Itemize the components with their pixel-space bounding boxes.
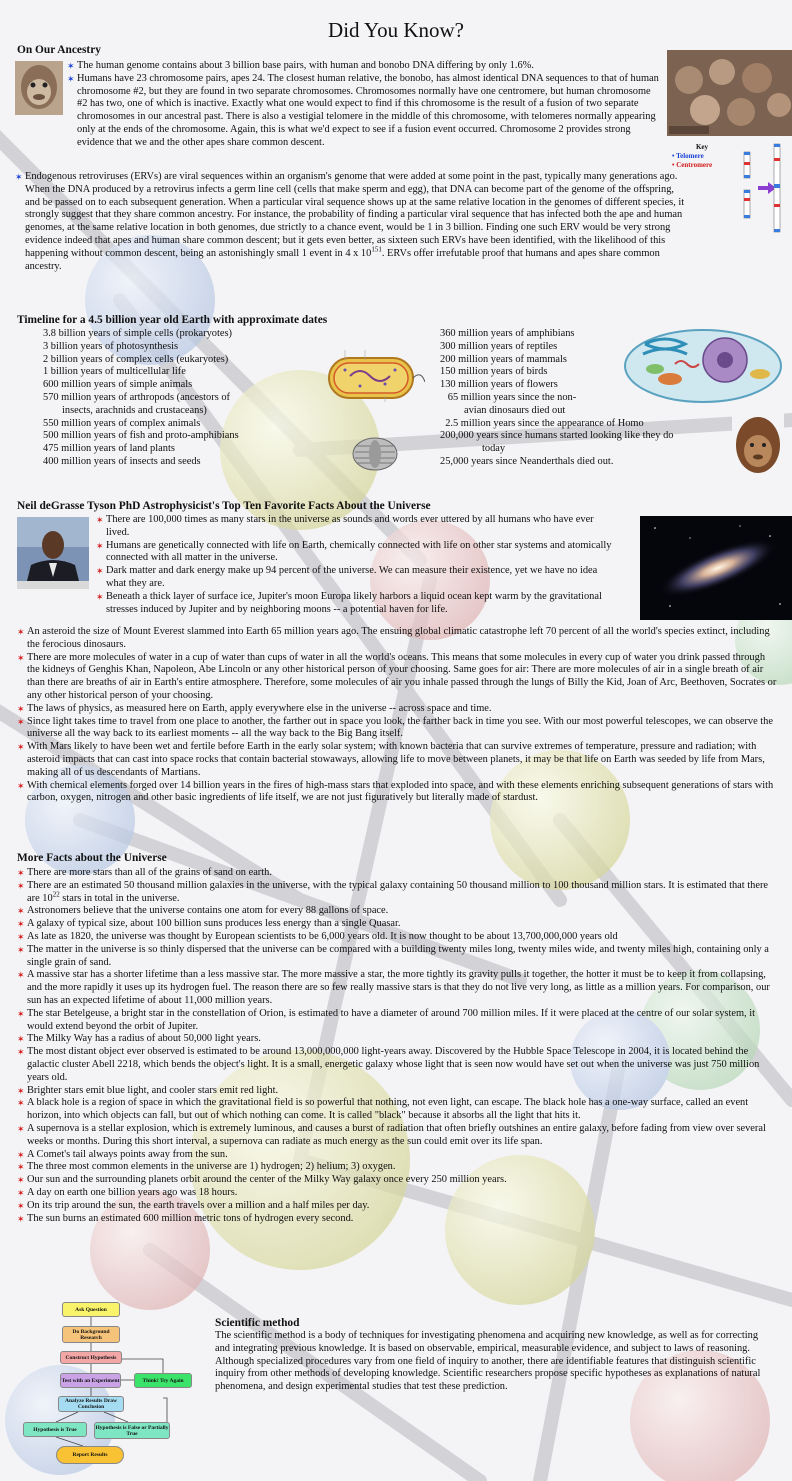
- flow-ask-question: Ask Question: [62, 1302, 120, 1317]
- ancestry-fact-1: ✶ The human genome contains about 3 billion base pairs, with human and bonobo DNA differing by only 1.6%.: [67, 60, 663, 73]
- timeline-item: 200,000 years since humans started looking like they do: [440, 430, 674, 442]
- galaxy-photo: [640, 516, 792, 620]
- tyson-fact: ✶ An asteroid the size of Mount Everest slammed into Earth 65 million years ago. The ensuing global climatic catastrophe left 70 percent of all the world's species extinct, including the ferocious dinosaurs.: [17, 626, 777, 652]
- flow-hypothesis-false: Hypothesis is False or Partially True: [94, 1422, 170, 1439]
- timeline-item: 200 million years of mammals: [440, 353, 567, 365]
- timeline-item: 360 million years of amphibians: [440, 328, 575, 339]
- universe-fact: ✶ Brighter stars emit blue light, and cooler stars emit red light.: [17, 1085, 777, 1098]
- tyson-fact: ✶ The laws of physics, as measured here on Earth, apply everywhere else in the universe -- across space and time.: [17, 703, 777, 716]
- tyson-fact: ✶ Beneath a thick layer of surface ice, Jupiter's moon Europa likely harbors a liquid ocean kept warm by the gravitational stresses induced by Jupiter and by neighboring moons -- a potential haven for life.: [96, 591, 616, 617]
- flow-report-results: Report Results: [56, 1446, 124, 1464]
- page-title: Did You Know?: [328, 18, 464, 42]
- primate-face-image: [15, 61, 63, 115]
- timeline-item: 25,000 years since Neanderthals died out.: [440, 455, 614, 467]
- flow-hypothesis-true: Hypothesis is True: [23, 1422, 87, 1437]
- timeline-item: 570 million years of arthropods (ancestors of: [43, 391, 230, 403]
- universe-fact: ✶ A day on earth one billion years ago was 18 hours.: [17, 1187, 777, 1200]
- key-title: Key: [695, 143, 709, 151]
- universe-fact: ✶ A Comet's tail always points away from the sun.: [17, 1149, 777, 1162]
- flow-analyze-results: Analyze Results Draw Conclusion: [58, 1396, 124, 1412]
- universe-fact: ✶ Astronomers believe that the universe contains one atom for every 88 gallons of space.: [17, 905, 777, 918]
- erv-fact: ✶ Endogenous retroviruses (ERVs) are viral sequences within an organism's genome that were added at some point in the past, typically many generations ago. When the DNA produced by a retrovirus infects a germ line cell (cells that make sperm and egg), that DNA can become part of the genome of the offspring, and be passed on to each subsequent generation. When a particular viral sequence shows up at the same relative location in the genomes of different species, it strongly suggest that they share common ancestry. For instance, the probability of finding a particular viral sequence that has infected both the ape and human genomes, at the same relative location in both genomes, due strictly to a chance event, would be 1 in 3 billion. Finding one such ERV would be very strong evidence indeed that apes and human share common descent; but it gets even better, as sixteen such ERVs have been identified, with the likelihood of this happening without common descent, being an astonishingly small 1 event in 4 x $10^{151}$. ERVs offer irrefutable proof that humans and apes share common ancestry.: [15, 171, 687, 273]
- chromosome-fusion-diagram: [730, 138, 790, 238]
- tyson-facts-bottom: [17, 626, 777, 805]
- universe-fact: ✶ The matter in the universe is so thinly dispersed that the universe can be compared with a building twenty miles long, twenty miles wide, and twenty miles high, containing only a single grain of sand.: [17, 944, 777, 970]
- tyson-fact: ✶ Dark matter and dark energy make up 94 percent of the universe. We can measure their existence, yet we have no idea what they are.: [96, 565, 616, 591]
- timeline-item: 600 million years of simple animals: [43, 379, 193, 391]
- universe-fact: ✶ The sun burns an estimated 600 million metric tons of hydrogen every second.: [17, 1213, 777, 1226]
- universe-fact: ✶ As late as 1820, the universe was thought by European scientists to be 6,000 years old. It is now thought to be about 13,700,000,000 years old: [17, 931, 777, 944]
- tyson-fact: ✶ There are 100,000 times as many stars in the universe as sounds and words ever uttered by all humans who have ever lived.: [96, 514, 616, 540]
- ancestry-text: [67, 60, 663, 150]
- timeline-item: 2 billion years of complex cells (eukaryotes): [43, 353, 229, 365]
- tyson-fact: ✶ There are more molecules of water in a cup of water than cups of water in all the world's oceans. This means that some molecules in every cup of water you drink passed through the kidneys of Genghis Khan, Napoleon, Abe Lincoln or any other historical person of your choosing. Same goes for air: There are more molecules of air in a single breath of air than there are breaths of air in Earth's entire atmosphere. Therefore, some molecules of air you inhale passed through the lungs of Billy the Kid, Joan of Arc, Beethoven, Socrates or any other historical person of your choosing.: [17, 652, 777, 703]
- timeline-item: 400 million years of insects and seeds: [43, 455, 201, 467]
- more-facts-list: [17, 867, 777, 1225]
- universe-fact: ✶ There are more stars than all of the grains of sand on earth.: [17, 867, 777, 880]
- tyson-fact: ✶ Since light takes time to travel from one place to another, the farther out in space you look, the farther back in time you see. With our most powerful telescopes, we can observe the universe all the way back to its earliest moments -- all the way back to the Big Bang itself.: [17, 716, 777, 742]
- universe-fact: ✶ There are an estimated 50 thousand million galaxies in the universe, with the typical galaxy containing 50 thousand million to 100 thousand million stars. It is estimated that there are $10^{22}$ stars in total in the universe.: [17, 880, 777, 906]
- homo-reconstruction-image: [732, 413, 784, 483]
- timeline-item: 3.8 billion years of simple cells (prokaryotes): [43, 328, 233, 339]
- flow-think-try-again: Think! Try Again: [134, 1373, 192, 1388]
- universe-fact: ✶ A galaxy of typical size, about 100 billion suns produces less energy than a single Quasar.: [17, 918, 777, 931]
- universe-fact: ✶ On its trip around the sun, the earth travels over a million and a half miles per day.: [17, 1200, 777, 1213]
- ape-group-photo: [667, 50, 792, 136]
- flow-construct-hypothesis: Construct Hypothesis: [60, 1351, 122, 1364]
- timeline-item: 130 million years of flowers: [440, 379, 558, 391]
- timeline-item: 65 million years since the non-: [440, 391, 577, 403]
- universe-fact: ✶ The star Betelgeuse, a bright star in the constellation of Orion, is estimated to have a diameter of around 700 million miles. If it were placed at the centre of our solar system, it would extend beyond the orbit of Jupiter.: [17, 1008, 777, 1034]
- key-centromere: • Centromere: [672, 161, 713, 169]
- tyson-fact: ✶ With Mars likely to have been wet and fertile before Earth in the early solar system; with known bacteria that can survive extremes of temperature, pressure and radiation; with asteroid impacts that can cast into space rocks that contain bacterial stowaways, allowing life to move between planets, it may be that life on Earth was seeded by life from Mars, making all of us descendants of Martians.: [17, 741, 777, 779]
- scientific-method-text: The scientific method is a body of techniques for investigating phenomena and acquiring new knowledge, as well as for correcting and integrating previous knowledge. It is based on observable, empirical, measurable evidence, and subject to laws of reasoning. Although specialized procedures vary from one field of inquiry to another, there are identifiable features that distinguish scientific inquiry from other methods of developing knowledge. Scientific researchers propose specific hypotheses as explanations of natural phenomena, and design experimental studies that test these prediction.: [215, 1330, 761, 1393]
- tyson-fact: ✶ Humans are genetically connected with life on Earth, chemically connected with life on other star systems and atomically connected with all matter in the universe.: [96, 540, 616, 566]
- universe-fact: ✶ A supernova is a stellar explosion, which is extremely luminous, and causes a burst of radiation that often briefly outshines an entire galaxy, before fading from view over several weeks or months. During this short interval, a supernova can radiate as much energy as the sun could emit over its life span.: [17, 1123, 777, 1149]
- universe-fact: ✶ The Milky Way has a radius of about 50,000 light years.: [17, 1033, 777, 1046]
- timeline-item: 3 billion years of photosynthesis: [43, 340, 179, 352]
- timeline-item: 300 million years of reptiles: [440, 340, 558, 352]
- timeline-left-list: [43, 328, 313, 469]
- timeline-item: insects, arachnids and crustaceans): [62, 404, 207, 416]
- timeline-item: today: [482, 443, 506, 455]
- scientific-method-heading: Scientific method: [215, 1317, 300, 1329]
- timeline-item: avian dinosaurs died out: [464, 404, 566, 416]
- universe-fact: ✶ The most distant object ever observed is estimated to be around 13,000,000,000 light-years away. Discovered by the Hubble Space Telescope in 2004, it is located behind the galactic cluster Abell 2218, which bends the object's light. It is a small, energetic galaxy whose light that is seen now would have set out when the universe was just 750 million years old.: [17, 1046, 777, 1084]
- tyson-facts-top: [96, 514, 616, 616]
- timeline-item: 1 billion years of multicellular life: [43, 366, 186, 378]
- timeline-item: 150 million years of birds: [440, 366, 548, 378]
- more-facts-heading: More Facts about the Universe: [17, 852, 167, 864]
- tyson-fact: ✶ With chemical elements forged over 14 billion years in the fires of high-mass stars that exploded into space, and with these elements enriching subsequent generations of stars with carbon, oxygen, nitrogen and other basic ingredients of life itself, we are not just figuratively but literally made of stardust.: [17, 780, 777, 806]
- scientific-method-flowchart: [18, 1298, 198, 1468]
- prokaryote-cell-diagram: [325, 346, 425, 406]
- tyson-portrait-photo: [17, 517, 89, 589]
- timeline-item: 2.5 million years since the appearance of Homo: [440, 417, 644, 429]
- ancestry-fact-2: ✶ Humans have 23 chromosome pairs, apes 24. The closest human relative, the bonobo, has almost identical DNA sequences to that of human chromosome #2, but they are found in two separate chromosomes. Chromosomes normally have one centromere, but human chromosome #2 has two, one of which is inactive. Exactly what one would expect to find if this chromosome is the result of a fusion of two separate chromosomes in our ancestral past. There is also a vestigial telomere in the middle of this chromosome, with telomeres normally appearing only at the ends of the chromosome. Again, this is what we'd expect to see if a fusion event occurred. Chromosome 2 provides strong evidence that we and the other apes share common descent.: [67, 73, 663, 150]
- trilobite-fossil-image: [345, 430, 405, 478]
- key-telomere: • Telomere: [672, 152, 704, 160]
- flow-background-research: Do Background Research: [62, 1326, 120, 1343]
- flow-test-experiment: Test with an Experiment: [60, 1373, 121, 1388]
- erv-paragraph: [15, 171, 687, 273]
- timeline-item: 475 million years of land plants: [43, 443, 175, 455]
- eukaryote-cell-diagram: [615, 324, 792, 404]
- timeline-heading: Timeline for a 4.5 billion year old Earth with approximate dates: [17, 314, 328, 326]
- universe-fact: ✶ A black hole is a region of space in which the gravitational field is so powerful that nothing, not even light, can escape. The black hole has a one-way surface, called an event horizon, into which objects can fall, but out of which nothing can come. It is called "black" because it absorbs all the light that hits it.: [17, 1097, 777, 1123]
- timeline-item: 550 million years of complex animals: [43, 417, 201, 429]
- tyson-heading: Neil deGrasse Tyson PhD Astrophysicist's Top Ten Favorite Facts About the Universe: [17, 500, 431, 512]
- universe-fact: ✶ The three most common elements in the universe are 1) hydrogen; 2) helium; 3) oxygen.: [17, 1161, 777, 1174]
- universe-fact: ✶ Our sun and the surrounding planets orbit around the center of the Milky Way galaxy once every 250 million years.: [17, 1174, 777, 1187]
- ancestry-heading: On Our Ancestry: [17, 44, 101, 56]
- chromosome-key: [672, 143, 732, 170]
- universe-fact: ✶ A massive star has a shorter lifetime than a less massive star. The more massive a star, the more tightly its gravity pulls it together, the hotter it must be to keep it from collapsing, and the more rapidly it uses up its hydrogen fuel. The reason there are so few really massive stars is that they do not live very long, as little as a million years. For comparison, our sun has an expected lifetime of about 11,000 million years.: [17, 969, 777, 1007]
- timeline-item: 500 million years of fish and proto-amphibians: [43, 430, 239, 442]
